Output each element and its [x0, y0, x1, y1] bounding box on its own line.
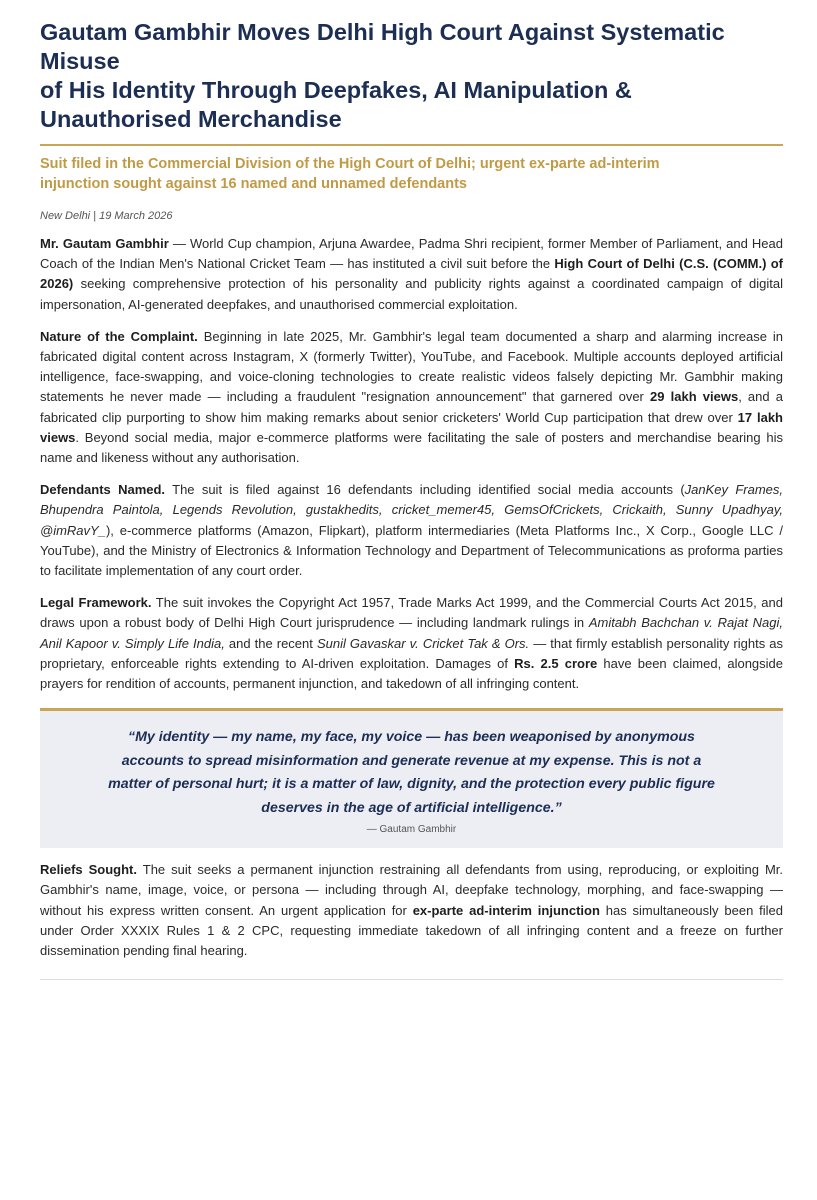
text-run: . Beyond social media, major e-commerce platforms were facilitating the sale of posters and merchandise bearing his name and likeness without any authorisation. [40, 429, 783, 466]
bold-run: Mr. Gautam Gambhir [40, 236, 169, 251]
defendants-paragraph [40, 480, 783, 581]
text-run: have been claimed, alongside prayers for rendition of accounts, permanent injunction, and takedown of all infringing content. [40, 655, 783, 692]
text-run: seeking comprehensive protection of his personality and publicity rights against a coordinated campaign of digital impersonation, AI-generated deepfakes, and unauthorised commercial exploitation. [40, 276, 783, 312]
text-run: — that firmly establish personality rights as proprietary, enforceable rights extending to AI-driven exploitation. Damages of [40, 635, 783, 671]
headline-line: Misuse [40, 48, 120, 74]
bold-run: Rs. 2.5 crore [514, 655, 598, 671]
text-run: , and a fabricated clip purporting to show him making remarks about senior cricketers' World Cup participation that drew over [40, 389, 783, 425]
italic-run: JanKey Frames, Bhupendra Paintola, Legends Revolution, gustakhedits, cricket_memer45, GemsOfCrickets, Crickaith, Sunny Upadhyay, @imRavY_ [40, 482, 783, 538]
quote-line: accounts to spread misinformation and generate revenue at my expense. This is not a [121, 752, 702, 769]
headline [40, 18, 783, 134]
press-release [40, 18, 783, 980]
bold-run: Legal Framework. [40, 595, 152, 611]
bold-run: 29 lakh views [650, 389, 739, 405]
quote-line: deserves in the age of artificial intelligence.” [261, 799, 562, 816]
bold-run: Reliefs Sought. [40, 862, 137, 878]
quote-line: “My identity — my name, my face, my voice — has been weaponised by anonymous [128, 729, 695, 746]
italic-run: Amitabh Bachchan v. Rajat Nagi, Anil Kapoor v. Simply Life India, [40, 615, 783, 651]
text-run: The suit seeks a permanent injunction restraining all defendants from using, reproducing, or exploiting Mr. Gambhir's name, image, voice, or persona — including through AI, deepfake technology, morphing, and face-swapping — without his express written consent. An urgent application for [40, 862, 783, 918]
bold-run: High Court of Delhi (C.S. (COMM.) of 2026) [40, 256, 784, 292]
bold-run: ex-parte ad-interim injunction [412, 902, 600, 918]
text-run: The suit invokes the Copyright Act 1957, Trade Marks Act 1999, and the Commercial Courts Act 2015, and draws upon a robust body of Delhi High Court jurisprudence — including landmark rulings in [40, 595, 784, 631]
text-run: has simultaneously been filed under Order XXXIX Rules 1 & 2 CPC, requesting immediate takedown of all infringing content and a freeze on further dissemination pending final hearing. [40, 902, 783, 959]
footer-divider [40, 979, 783, 980]
dateline: New Delhi | 19 March 2026 [40, 210, 173, 222]
reliefs-paragraph [40, 860, 783, 961]
bold-run: 17 lakh views [40, 409, 783, 445]
quote-attribution: — Gautam Gambhir [366, 824, 457, 836]
legal-framework-paragraph [40, 593, 783, 694]
text-run: — World Cup champion, Arjuna Awardee, Padma Shri recipient, former Member of Parliament, and Head Coach of the Indian Men's National Cricket Team — has instituted a civil suit before the [40, 236, 783, 272]
subheadline-line: injunction sought against 16 named and unnamed defendants [40, 176, 467, 192]
intro-paragraph [40, 234, 783, 315]
subheadline-line: Suit filed in the Commercial Division of the High Court of Delhi; urgent ex-parte ad-interim [40, 156, 660, 172]
text-run: and the recent [224, 635, 317, 651]
italic-run: Sunil Gavaskar v. Cricket Tak & Ors. [316, 635, 530, 651]
quote-line: matter of personal hurt; it is a matter of law, dignity, and the protection every public figure [108, 776, 715, 793]
text-run: Beginning in late 2025, Mr. Gambhir's legal team documented a sharp and alarming increase in fabricated digital content across Instagram, X (formerly Twitter), YouTube, and Facebook. Multiple accounts deployed artificial intelligence, face-swapping, and voice-cloning technologies to create realistic videos falsely depicting Mr. Gambhir making statements he never made — including a fraudulent "resignation announcement" that garnered over [40, 328, 783, 405]
headline-line: Gautam Gambhir Moves Delhi High Court Against Systematic [40, 19, 725, 45]
text-run: The suit is filed against 16 defendants including identified social media accounts ( [165, 482, 685, 498]
quote-text [64, 726, 759, 820]
complaint-paragraph [40, 327, 783, 468]
headline-line: of His Identity Through Deepfakes, AI Manipulation & [40, 77, 632, 103]
bold-run: Defendants Named. [40, 482, 166, 498]
bold-run: Nature of the Complaint. [40, 328, 198, 344]
headline-line: Unauthorised Merchandise [40, 106, 342, 132]
pull-quote [40, 708, 783, 848]
gold-divider [40, 144, 783, 146]
subheadline [40, 154, 783, 194]
text-run: ), e-commerce platforms (Amazon, Flipkart), platform intermediaries (Meta Platforms Inc., X Corp., Google LLC / YouTube), and the Ministry of Electronics & Information Technology and Department of Telecommunications as proforma parties to facilitate implementation of any court order. [40, 522, 783, 579]
